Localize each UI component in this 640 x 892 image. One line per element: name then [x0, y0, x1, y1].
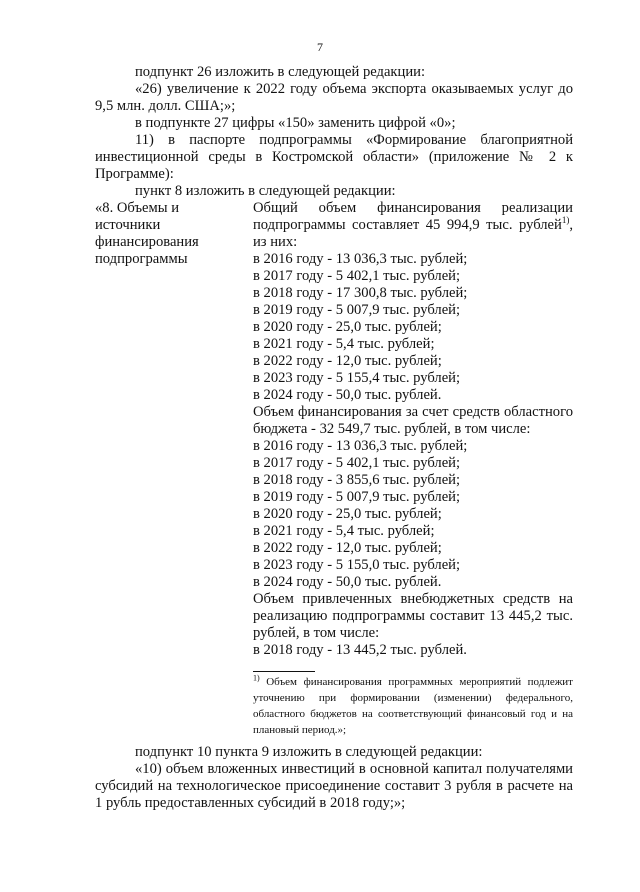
paragraph-subpoint-26: подпункт 26 изложить в следующей редакции:	[135, 64, 426, 80]
footnote-marker: 1)	[253, 673, 260, 683]
paragraph-passport: 11) в паспорте подпрограммы «Формирование благоприятной инвестиционной среды в Костромской области» (приложение № 2 к Программе):	[95, 132, 573, 182]
regional-budget: Объем финансирования за счет средств областного бюджета - 32 549,7 тыс. рублей, в том числе:	[253, 404, 573, 437]
list-item: в 2023 году - 5 155,0 тыс. рублей;	[253, 557, 461, 573]
list-item: в 2018 году - 13 445,2 тыс. рублей.	[253, 642, 467, 658]
total-financing	[253, 200, 573, 251]
list-item: в 2020 году - 25,0 тыс. рублей;	[253, 506, 442, 522]
label-line: подпрограммы	[95, 251, 188, 267]
paragraph-investment-target: «10) объем вложенных инвестиций в основной капитал получателями субсидий на технологическое присоединение составит 3 рубля в расчете на 1 рубль предоставленных субсидий в 2018 году;»;	[95, 761, 573, 811]
total-years-list	[253, 251, 573, 404]
page-number: 7	[317, 40, 323, 54]
footnote-divider	[253, 671, 315, 672]
total-financing-text: Общий объем финансирования реализации подпрограммы составляет 45 994,9 тыс. рублей	[253, 200, 573, 233]
list-item: в 2024 году - 50,0 тыс. рублей.	[253, 387, 442, 403]
list-item: в 2024 году - 50,0 тыс. рублей.	[253, 574, 442, 590]
total-financing-tail: , из них:	[253, 217, 573, 250]
label-line: источники	[95, 217, 161, 233]
footnote	[253, 674, 573, 738]
list-item: в 2023 году - 5 155,4 тыс. рублей;	[253, 370, 461, 386]
list-item: в 2020 году - 25,0 тыс. рублей;	[253, 319, 442, 335]
paragraph-subpoint-27: в подпункте 27 цифры «150» заменить цифрой «0»;	[135, 115, 456, 131]
list-item: в 2022 году - 12,0 тыс. рублей;	[253, 353, 442, 369]
label-line: «8. Объемы и	[95, 200, 180, 216]
financing-table-values	[253, 200, 573, 738]
list-item: в 2017 году - 5 402,1 тыс. рублей;	[253, 455, 461, 471]
regional-years-list	[253, 438, 573, 591]
financing-table-label	[95, 200, 253, 738]
paragraph-subpoint-10: подпункт 10 пункта 9 изложить в следующей редакции:	[135, 744, 483, 760]
list-item: в 2019 году - 5 007,9 тыс. рублей;	[253, 302, 461, 318]
footnote-ref: 1)	[561, 215, 570, 226]
list-item: в 2018 году - 17 300,8 тыс. рублей;	[253, 285, 468, 301]
paragraph-export-target: «26) увеличение к 2022 году объема экспорта оказываемых услуг до 9,5 млн. долл. США;»;	[95, 81, 573, 114]
list-item: в 2021 году - 5,4 тыс. рублей;	[253, 336, 435, 352]
list-item: в 2016 году - 13 036,3 тыс. рублей;	[253, 251, 468, 267]
label-line: финансирования	[95, 234, 199, 250]
list-item: в 2018 году - 3 855,6 тыс. рублей;	[253, 472, 461, 488]
document-body	[95, 64, 573, 812]
financing-table	[95, 200, 573, 738]
list-item: в 2022 году - 12,0 тыс. рублей;	[253, 540, 442, 556]
list-item: в 2019 году - 5 007,9 тыс. рублей;	[253, 489, 461, 505]
footnote-text: Объем финансирования программных мероприятий подлежит уточнению при формировании (изменении) федерального, областного бюджетов на соответствующий финансовый год и на плановый период.»;	[253, 676, 573, 736]
extra-budgetary: Объем привлеченных внебюджетных средств на реализацию подпрограммы составит 13 445,2 тыс. рублей, в том числе:	[253, 591, 573, 641]
list-item: в 2016 году - 13 036,3 тыс. рублей;	[253, 438, 468, 454]
paragraph-point-8: пункт 8 изложить в следующей редакции:	[135, 183, 396, 199]
list-item: в 2017 году - 5 402,1 тыс. рублей;	[253, 268, 461, 284]
list-item: в 2021 году - 5,4 тыс. рублей;	[253, 523, 435, 539]
